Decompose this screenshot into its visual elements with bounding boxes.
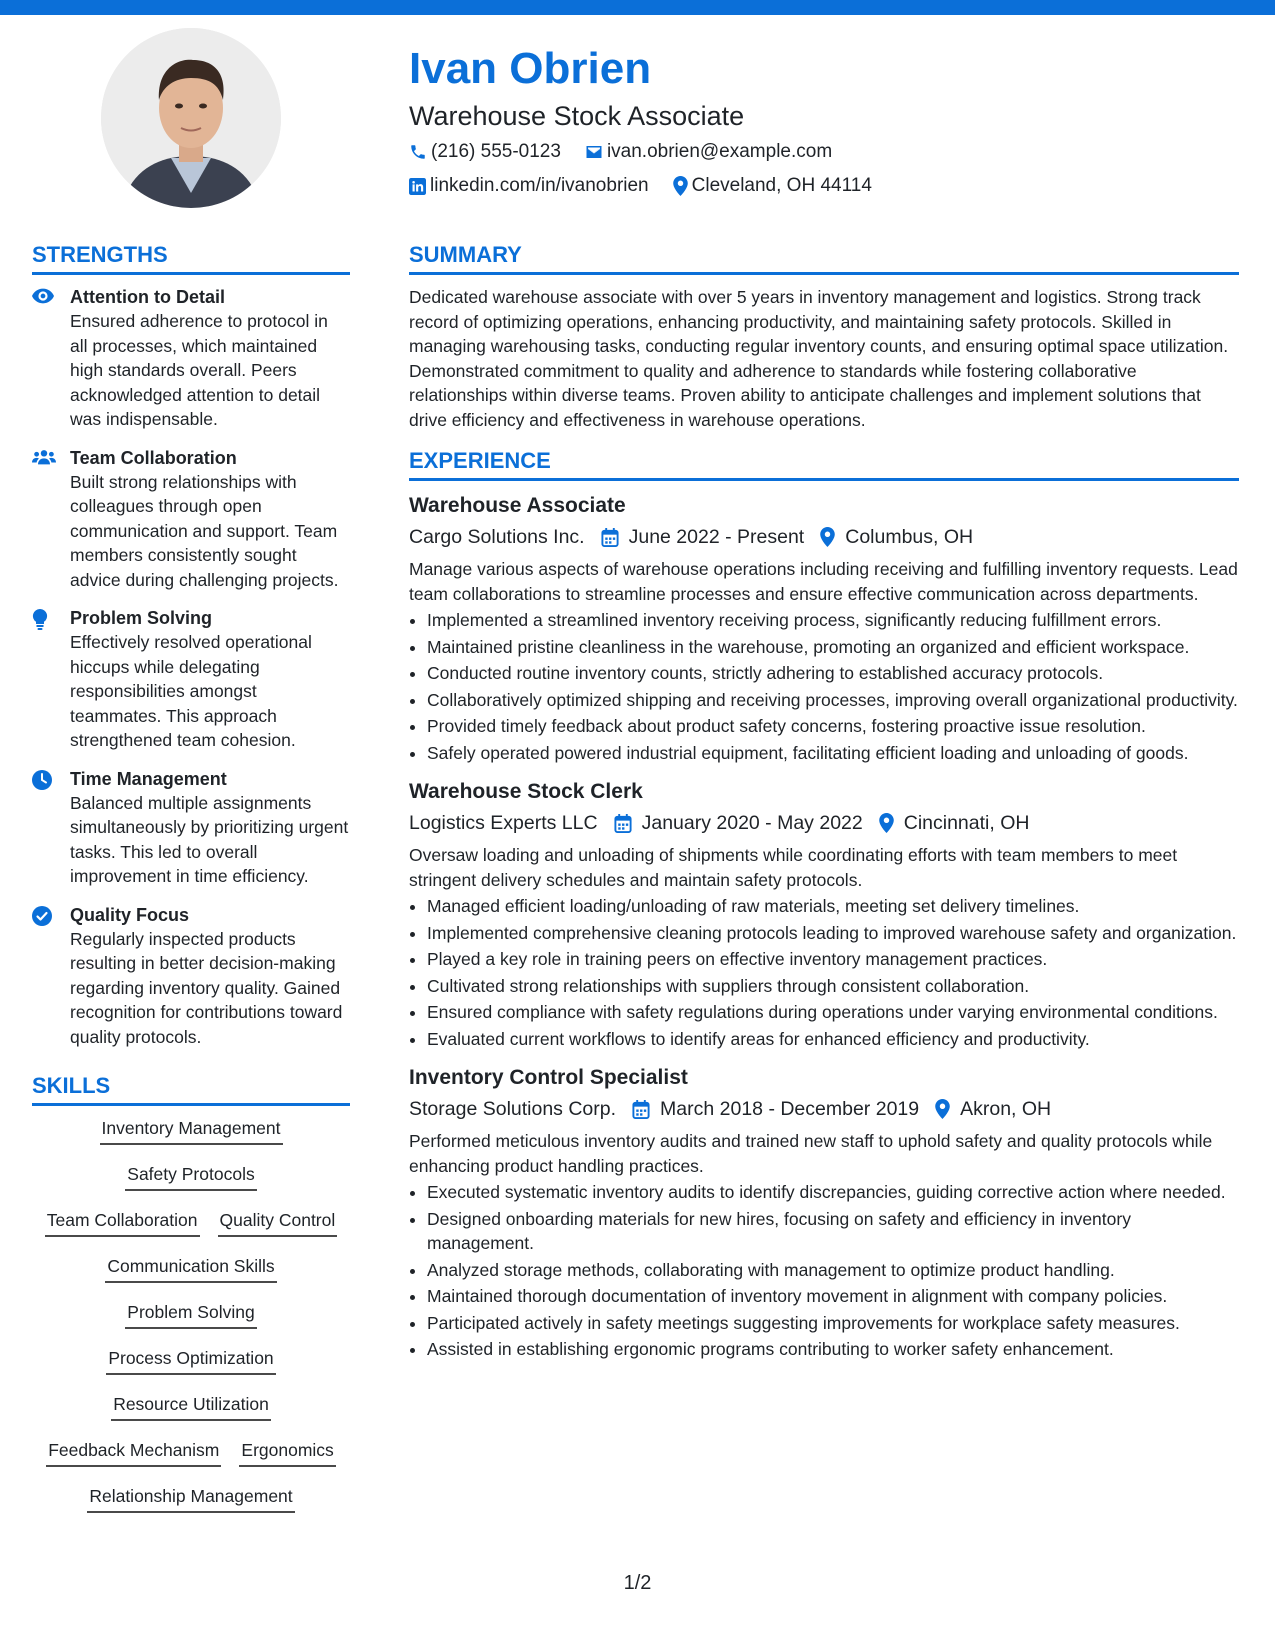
linkedin-contact[interactable]: [409, 170, 649, 202]
job-title: Warehouse Stock Associate: [409, 101, 745, 131]
contact-row-1: [409, 136, 1229, 168]
job-bullet: • Collaboratively optimized shipping and receiving processes, improving overall organizational productivity.: [427, 688, 1239, 713]
job-bullet: • Evaluated current workflows to identify areas for enhanced efficiency and productivity.: [427, 1027, 1239, 1052]
job-bullet: • Implemented comprehensive cleaning protocols leading to improved warehouse safety and organization.: [427, 921, 1239, 946]
job-entry: [409, 491, 1239, 765]
linkedin-text: linkedin.com/in/ivanobrien: [430, 175, 649, 196]
job-bullet: • Implemented a streamlined inventory receiving process, significantly reducing fulfillment errors.: [427, 608, 1239, 633]
strength-desc: Regularly inspected products resulting in better decision-making regarding inventory quality. Gained recognition for contributions toward quality protocols.: [70, 928, 343, 1047]
job-location: Akron, OH: [960, 1098, 1052, 1120]
strength-title: Time Management: [70, 768, 227, 789]
skill-tag: Problem Solving: [125, 1300, 256, 1329]
job-bullet: • Provided timely feedback about product safety concerns, fostering proactive issue resolution.: [427, 714, 1239, 739]
job-bullet: • Conducted routine inventory counts, strictly adhering to established accuracy protocols.: [427, 661, 1239, 686]
experience-heading: EXPERIENCE: [409, 446, 1239, 481]
job-location-wrap: [879, 807, 1030, 839]
job-bullet: • Executed systematic inventory audits to identify discrepancies, guiding corrective action where needed.: [427, 1180, 1239, 1205]
skill-tag: Ergonomics: [239, 1438, 335, 1467]
skill-tag: Quality Control: [218, 1208, 338, 1237]
check-circle-icon: [32, 906, 52, 926]
job-bullet: • Managed efficient loading/unloading of raw materials, meeting set delivery timelines.: [427, 894, 1239, 919]
job-dates: March 2018 - December 2019: [660, 1098, 920, 1120]
map-pin-icon: [820, 527, 835, 547]
clock-icon: [32, 770, 52, 790]
job-entry-title: Inventory Control Specialist: [409, 1066, 688, 1089]
strengths-heading: STRENGTHS: [32, 240, 350, 275]
job-location: Cincinnati, OH: [903, 812, 1030, 834]
skill-tag: Communication Skills: [105, 1254, 276, 1283]
job-dates-wrap: [601, 521, 805, 553]
page-number: 1/2: [623, 1572, 652, 1594]
job-meta: [409, 1093, 1239, 1125]
strength-title: Team Collaboration: [70, 447, 237, 468]
calendar-icon: [632, 1100, 650, 1119]
job-bullets: [409, 608, 1239, 765]
phone-icon: [409, 143, 427, 161]
skill-tag: Resource Utilization: [111, 1392, 271, 1421]
job-location: Columbus, OH: [845, 526, 974, 548]
job-description: Oversaw loading and unloading of shipments while coordinating efforts with team members to meet stringent delivery schedules and maintain safety protocols.: [409, 845, 1178, 890]
strength-desc: Ensured adherence to protocol in all processes, which maintained high standards overall. Peers acknowledged attention to detail was indispensable.: [70, 311, 328, 429]
company-name: Cargo Solutions Inc.: [409, 526, 585, 548]
job-location-wrap: [820, 521, 973, 553]
job-entry-title: Warehouse Associate: [409, 494, 626, 517]
job-bullet: • Cultivated strong relationships with suppliers through consistent collaboration.: [427, 974, 1239, 999]
job-meta: [409, 807, 1239, 839]
map-pin-icon: [673, 176, 688, 196]
calendar-icon: [614, 814, 632, 833]
profile-photo: [101, 28, 281, 208]
strength-item: [32, 903, 350, 1050]
job-bullet: • Safely operated powered industrial equipment, facilitating efficient loading and unloading of goods.: [427, 741, 1239, 766]
strength-item: [32, 606, 350, 753]
calendar-icon: [601, 528, 619, 547]
summary-heading: SUMMARY: [409, 240, 1239, 275]
company-name: Storage Solutions Corp.: [409, 1098, 617, 1120]
job-bullets: [409, 894, 1239, 1051]
skills-list: [32, 1116, 350, 1513]
strength-desc: Balanced multiple assignments simultaneously by prioritizing urgent tasks. This led to overall improvement in time efficiency.: [70, 792, 349, 886]
job-bullet: • Maintained pristine cleanliness in the warehouse, promoting an organized and efficient workspace.: [427, 635, 1239, 660]
job-bullets: [409, 1180, 1239, 1362]
strength-title: Problem Solving: [70, 608, 213, 628]
job-bullet: • Analyzed storage methods, collaborating with management to optimize product handling.: [427, 1258, 1239, 1283]
users-icon: [32, 449, 56, 465]
job-dates-wrap: [614, 807, 863, 839]
job-bullet: • Played a key role in training peers on effective inventory management practices.: [427, 947, 1239, 972]
company-name: Logistics Experts LLC: [409, 812, 598, 834]
strength-item: [32, 767, 350, 889]
experience-list: [409, 491, 1239, 1362]
lightbulb-icon: [32, 609, 48, 631]
job-entry-title: Warehouse Stock Clerk: [409, 780, 643, 803]
job-bullet: • Designed onboarding materials for new hires, focusing on safety and efficiency in inventory management.: [427, 1207, 1239, 1256]
job-bullet: • Participated actively in safety meetings suggesting improvements for workplace safety measures.: [427, 1311, 1239, 1336]
skill-tag: Team Collaboration: [45, 1208, 200, 1237]
job-dates: June 2022 - Present: [628, 526, 805, 548]
skill-tag: Process Optimization: [106, 1346, 275, 1375]
left-column: [32, 240, 350, 1530]
candidate-name: Ivan Obrien: [409, 44, 652, 93]
job-bullet: • Assisted in establishing ergonomic programs contributing to worker safety enhancement.: [427, 1337, 1239, 1362]
strength-title: Attention to Detail: [70, 287, 225, 307]
skill-tag: Feedback Mechanism: [46, 1438, 221, 1467]
skill-tag: Relationship Management: [87, 1484, 294, 1513]
summary-text: Dedicated warehouse associate with over 5 years in inventory management and logistics. Strong track record of optimizing operations, enhancing productivity, and maintaining safety protocols. Skilled in managing warehousing tasks, conducting regular inventory counts, and ensuring optimal space utilization. Demonstrated commitment to quality and adherence to standards while fostering collaborative relationships within diverse teams. Proven ability to anticipate challenges and implement solutions that drive efficiency and effectiveness in warehouse operations.: [409, 287, 1229, 430]
eye-icon: [32, 288, 54, 304]
job-entry: [409, 1063, 1239, 1362]
phone-contact[interactable]: [409, 136, 561, 168]
right-column: [409, 240, 1239, 1374]
skill-tag: Inventory Management: [100, 1116, 283, 1145]
email-text: ivan.obrien@example.com: [606, 141, 833, 162]
skills-heading: SKILLS: [32, 1071, 350, 1106]
strength-item: [32, 285, 350, 432]
envelope-icon: [585, 144, 603, 160]
job-bullet: • Maintained thorough documentation of inventory movement in alignment with company policies.: [427, 1284, 1239, 1309]
strength-title: Quality Focus: [70, 904, 190, 925]
map-pin-icon: [935, 1099, 950, 1119]
header: [409, 40, 1229, 202]
strength-desc: Effectively resolved operational hiccups while delegating responsibilities amongst teammates. This approach strengthened team cohesion.: [70, 632, 312, 750]
job-dates-wrap: [632, 1093, 919, 1125]
job-description: Performed meticulous inventory audits and trained new staff to uphold safety and quality protocols while enhancing product handling practices.: [409, 1131, 1213, 1176]
job-bullet: • Ensured compliance with safety regulations during operations under varying environmental conditions.: [427, 1000, 1239, 1025]
job-dates: January 2020 - May 2022: [641, 812, 863, 834]
strength-item: [32, 446, 350, 593]
contact-row-2: [409, 170, 1229, 202]
job-meta: [409, 521, 1239, 553]
location-contact: [673, 170, 872, 202]
location-text: Cleveland, OH 44114: [691, 175, 872, 196]
linkedin-icon: [409, 178, 426, 195]
top-accent-bar: [0, 0, 1275, 15]
phone-text: (216) 555-0123: [431, 141, 561, 162]
skill-tag: Safety Protocols: [125, 1162, 256, 1191]
job-entry: [409, 777, 1239, 1051]
map-pin-icon: [879, 813, 894, 833]
job-location-wrap: [935, 1093, 1051, 1125]
job-description: Manage various aspects of warehouse operations including receiving and fulfilling inventory requests. Lead team collaborations to streamline processes and ensure effective communication across departments.: [409, 559, 1238, 604]
email-contact[interactable]: [585, 136, 832, 168]
strength-desc: Built strong relationships with colleagues through open communication and support. Team members consistently sought advice during challenging projects.: [70, 471, 339, 590]
